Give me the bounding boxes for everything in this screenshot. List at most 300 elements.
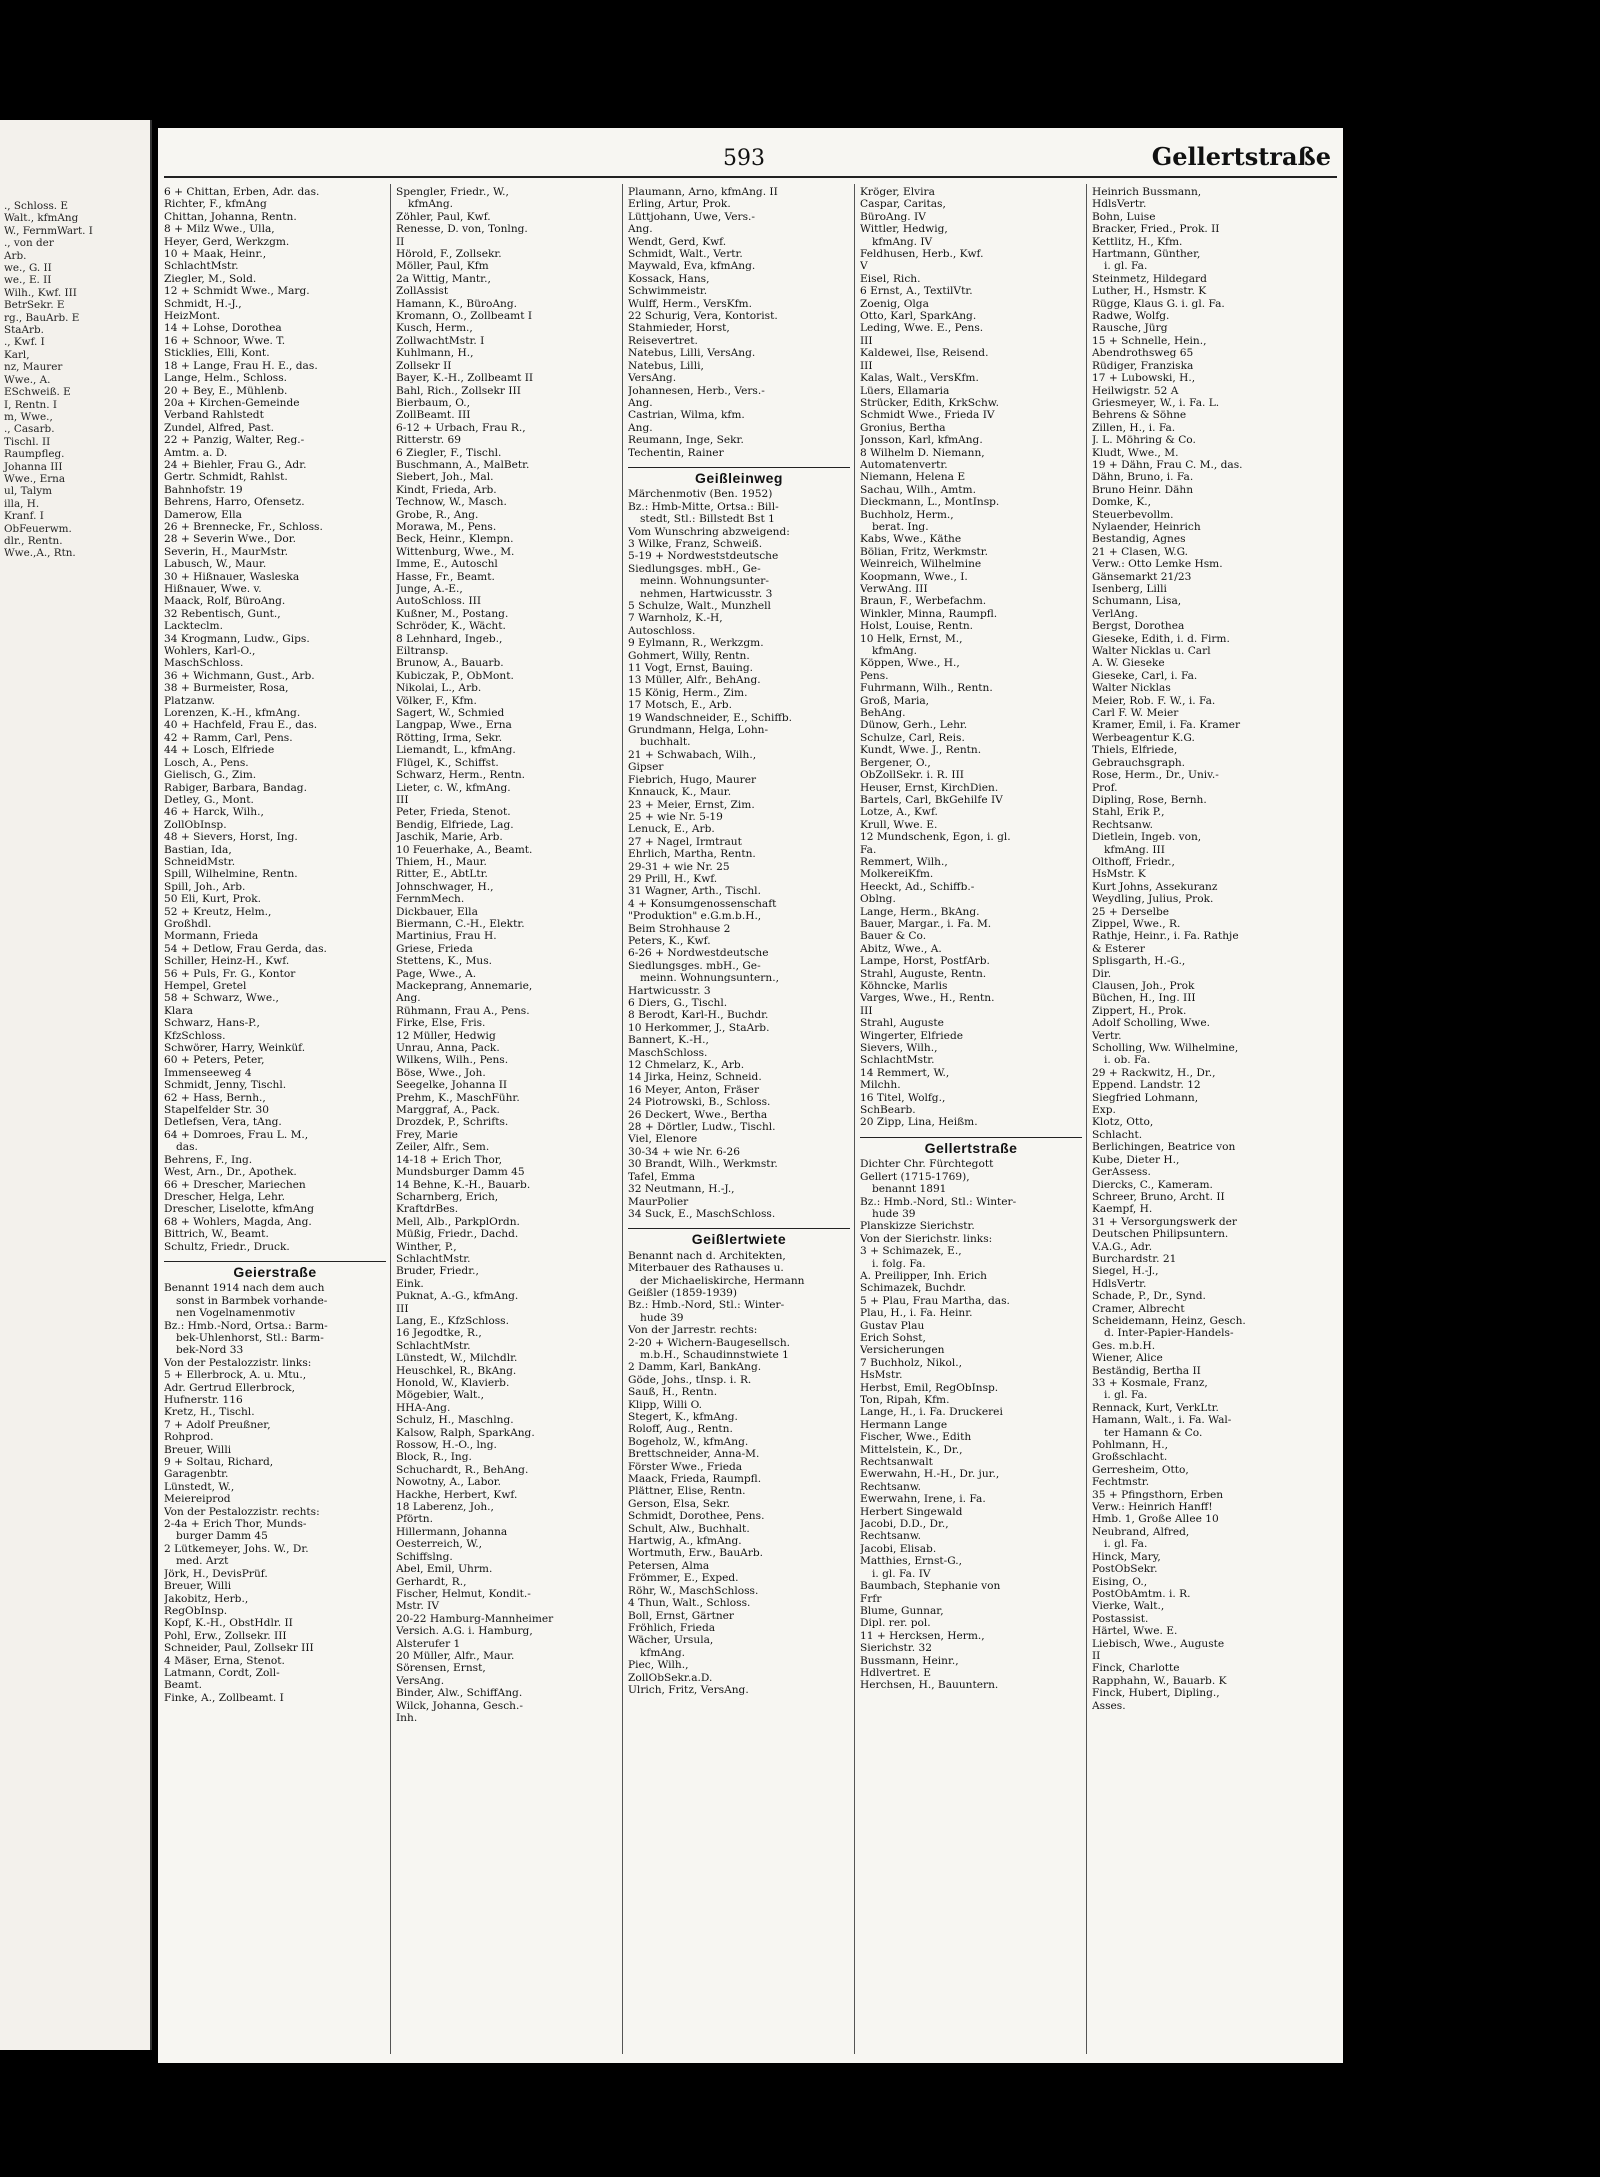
- directory-entry: Schreer, Bruno, Archt. II: [1092, 1190, 1225, 1203]
- directory-entry: Hartmann, Günther,: [1092, 248, 1201, 261]
- directory-entry: Lange, Herm., BkAng.: [860, 905, 980, 918]
- directory-entry: Gerhardt, R.,: [396, 1575, 467, 1588]
- directory-entry: 31 + Versorgungswerk der: [1092, 1215, 1237, 1228]
- directory-entry: Wiener, Alice: [1092, 1352, 1163, 1365]
- directory-entry: Cramer, Albrecht: [1092, 1302, 1185, 1315]
- directory-entry: 10 + Maak, Heinr.,: [164, 248, 267, 261]
- directory-entry: Vom Wunschring abzweigend:: [628, 525, 790, 538]
- directory-entry: 6 Ziegler, F., Tischl.: [396, 446, 502, 459]
- directory-entry: Inh.: [396, 1711, 418, 1724]
- directory-entry: Bannert, K.-H.,: [628, 1034, 709, 1047]
- directory-entry: 8 Berodt, Karl-H., Buchdr.: [628, 1009, 769, 1022]
- directory-entry: Plaumann, Arno, kfmAng. II: [628, 186, 778, 198]
- directory-entry: Berlichingen, Beatrice von: [1092, 1141, 1236, 1154]
- directory-entry: Eiltransp.: [396, 645, 449, 658]
- directory-entry: Severin, H., MaurMstr.: [164, 545, 288, 558]
- directory-entry: Kundt, Wwe. J., Rentn.: [860, 744, 982, 757]
- directory-entry: Firke, Else, Fris.: [396, 1017, 486, 1030]
- directory-entry: Meier, Rob. F. W., i. Fa.: [1092, 694, 1216, 707]
- directory-entry: Winkler, Minna, Raumpfl.: [860, 607, 998, 620]
- directory-entry: Biermann, C.-H., Elektr.: [396, 917, 525, 930]
- directory-entry: Otto, Karl, SparkAng.: [860, 310, 977, 323]
- directory-entry: MaurPolier: [628, 1195, 689, 1208]
- directory-entry: Pens.: [860, 669, 889, 682]
- directory-entry: Spill, Wilhelmine, Rentn.: [164, 868, 298, 881]
- directory-entry: Zundel, Alfred, Past.: [164, 421, 275, 434]
- directory-entry: Zollsekr II: [396, 359, 452, 372]
- directory-entry: Dünow, Gerh., Lehr.: [860, 719, 968, 732]
- directory-entry: 9 Eylmann, R., Werkzgm.: [628, 637, 764, 650]
- directory-entry: Großhdl.: [164, 917, 212, 930]
- directory-entry: 22 + Panzig, Walter, Reg.-: [164, 434, 305, 447]
- directory-entry: Lieter, c. W., kfmAng.: [396, 781, 511, 794]
- directory-entry: 6 Ernst, A., TextilVtr.: [860, 285, 973, 298]
- directory-entry: 7 + Adolf Preußner,: [164, 1418, 271, 1431]
- column-1: [164, 186, 386, 2061]
- directory-entry: Gohmert, Willy, Rentn.: [628, 649, 750, 662]
- directory-entry: i. gl. Fa.: [1104, 260, 1148, 273]
- directory-entry: Mögebier, Walt.,: [396, 1389, 485, 1402]
- directory-entry: Maack, Rolf, BüroAng.: [164, 595, 286, 608]
- directory-entry: Roloff, Aug., Rentn.: [628, 1423, 733, 1436]
- directory-entry: Griese, Frieda: [396, 942, 473, 955]
- directory-entry: Jacobi, Elisab.: [860, 1542, 937, 1555]
- directory-entry: Nowotny, A., Labor.: [396, 1476, 502, 1489]
- directory-entry: 2-4a + Erich Thor, Munds-: [164, 1518, 307, 1531]
- directory-entry: Planskizze Sierichstr.: [860, 1220, 975, 1233]
- left-page-line: Tischl. II: [4, 435, 51, 448]
- directory-entry: Stegert, K., kfmAng.: [628, 1411, 738, 1423]
- directory-entry: 15 + Schnelle, Hein.,: [1092, 334, 1207, 347]
- directory-entry: Völker, F., Kfm.: [396, 694, 477, 707]
- directory-entry: Liemandt, L., kfmAng.: [396, 744, 516, 757]
- directory-entry: Kromann, O., Zollbeamt I: [396, 310, 533, 323]
- directory-entry: 60 + Peters, Peter,: [164, 1054, 265, 1067]
- directory-entry: Zippert, H., Prok.: [1092, 1004, 1187, 1017]
- directory-entry: Schulze, Carl, Reis.: [860, 731, 965, 744]
- directory-entry: Abitz, Wwe., A.: [860, 942, 942, 955]
- directory-entry: Damerow, Ella: [164, 508, 242, 521]
- directory-entry: kfmAng. IV: [872, 235, 933, 248]
- directory-entry: Techentin, Rainer: [628, 446, 724, 459]
- directory-entry: Detlefsen, Vera, tAng.: [164, 1116, 282, 1129]
- directory-entry: Martinius, Frau H.: [396, 930, 497, 943]
- directory-entry: Bierbaum, O.,: [396, 396, 471, 409]
- left-page-line: ., von der: [4, 237, 54, 250]
- directory-entry: Zoenig, Olga: [860, 297, 929, 310]
- directory-entry: Jaschik, Marie, Arb.: [396, 831, 503, 844]
- directory-entry: Imme, E., Autoschl: [396, 558, 498, 571]
- directory-entry: ZollObInsp.: [164, 818, 227, 831]
- directory-entry: Vierke, Walt.,: [1092, 1600, 1165, 1613]
- directory-entry: SchlachtMstr.: [396, 1252, 471, 1265]
- directory-entry: Bendig, Elfriede, Lag.: [396, 818, 514, 831]
- directory-entry: 22 Schurig, Vera, Kontorist.: [628, 310, 778, 323]
- directory-entry: m.b.H., Schaudinnstwiete 1: [640, 1348, 789, 1361]
- directory-entry: 52 + Kreutz, Helm.,: [164, 905, 272, 918]
- directory-entry: Clausen, Joh., Prok: [1092, 980, 1195, 992]
- directory-entry: Bauer, Margar., i. Fa. M.: [860, 917, 992, 930]
- directory-entry: HHA-Ang.: [396, 1401, 451, 1414]
- directory-entry: Kossack, Hans,: [628, 272, 710, 285]
- directory-entry: Dietlein, Ingeb. von,: [1092, 831, 1202, 844]
- directory-entry: HdlsVertr.: [1092, 198, 1147, 211]
- directory-entry: V: [860, 260, 868, 273]
- directory-entry: 17 + Lubowski, H.,: [1092, 372, 1196, 385]
- directory-entry: 24 Piotrowski, B., Schloss.: [628, 1096, 771, 1109]
- directory-entry: Jacobi, D.D., Dr.,: [860, 1518, 949, 1531]
- directory-entry: Holst, Louise, Rentn.: [860, 620, 974, 633]
- directory-entry: Lampe, Horst, PostfArb.: [860, 955, 990, 968]
- directory-entry: PostObAmtm. i. R.: [1092, 1587, 1191, 1600]
- directory-entry: Beck, Heinr., Klempn.: [396, 533, 514, 546]
- directory-entry: 27 + Nagel, Irmtraut: [628, 835, 742, 848]
- directory-entry: 10 Herkommer, J., StaArb.: [628, 1021, 770, 1034]
- directory-entry: Natebus, Lilli,: [628, 359, 704, 372]
- directory-entry: Lünstedt, W., Milchdlr.: [396, 1352, 518, 1365]
- directory-entry: 7 Buchholz, Nikol.,: [860, 1356, 962, 1369]
- directory-page: [158, 128, 1343, 2063]
- directory-entry: 20 + Bey, E., Mühlenb.: [164, 384, 288, 397]
- directory-entry: med. Arzt: [176, 1555, 229, 1568]
- directory-entry: Wendt, Gerd, Kwf.: [628, 235, 727, 248]
- directory-entry: 50 Eli, Kurt, Prok.: [164, 893, 262, 906]
- directory-entry: Schade, P., Dr., Synd.: [1092, 1290, 1206, 1303]
- directory-entry: 29-31 + wie Nr. 25: [628, 860, 730, 873]
- directory-entry: Mittelstein, K., Dr.,: [860, 1443, 963, 1456]
- directory-entry: Gellert (1715-1769),: [860, 1170, 970, 1183]
- directory-entry: Pohl, Erw., Zollsekr. III: [164, 1629, 287, 1642]
- directory-entry: Olthoff, Friedr.,: [1092, 855, 1175, 868]
- directory-entry: 18 Laberenz, Joh.,: [396, 1501, 494, 1514]
- directory-entry: Kalsow, Ralph, SparkAng.: [396, 1426, 535, 1439]
- directory-entry: Göde, Johs., tInsp. i. R.: [628, 1373, 752, 1386]
- directory-entry: Ulrich, Fritz, VersAng.: [628, 1683, 749, 1696]
- directory-entry: Miterbauer des Rathauses u.: [628, 1262, 784, 1275]
- directory-entry: Kröger, Elvira: [860, 186, 935, 198]
- directory-entry: Ritterstr. 69: [396, 434, 462, 447]
- directory-entry: Schumann, Lisa,: [1092, 595, 1182, 608]
- directory-entry: bek-Uhlenhorst, Stl.: Barm-: [176, 1331, 324, 1344]
- directory-entry: Beständig, Bertha II: [1092, 1364, 1201, 1377]
- directory-entry: BehAng.: [860, 707, 906, 720]
- directory-entry: 21 + Schwabach, Wilh.,: [628, 748, 757, 761]
- directory-entry: Schmidt, H.-J.,: [164, 297, 242, 310]
- directory-entry: Kube, Dieter H.,: [1092, 1153, 1180, 1166]
- directory-entry: 20 Zipp, Lina, Heißm.: [860, 1116, 978, 1129]
- directory-entry: Braun, F., Werbefachm.: [860, 595, 987, 608]
- directory-entry: BüroAng. IV: [860, 210, 926, 223]
- directory-entry: 16 Meyer, Anton, Fräser: [628, 1083, 760, 1096]
- directory-entry: Röhr, W., MaschSchloss.: [628, 1584, 759, 1597]
- left-page-line: Wwe., Erna: [4, 472, 66, 485]
- directory-entry: Hillermann, Johanna: [396, 1525, 508, 1538]
- directory-entry: MaschSchloss.: [164, 657, 244, 670]
- directory-entry: Gerson, Elsa, Sekr.: [628, 1497, 730, 1510]
- directory-entry: Losch, A., Pens.: [164, 756, 249, 769]
- directory-entry: Benannt 1914 nach dem auch: [164, 1282, 325, 1295]
- directory-entry: Finck, Charlotte: [1092, 1662, 1180, 1675]
- directory-entry: 3 Wilke, Franz, Schweiß.: [628, 537, 763, 550]
- directory-entry: 8 + Milz Wwe., Ulla,: [164, 223, 275, 236]
- directory-entry: 44 + Losch, Elfriede: [164, 744, 275, 757]
- directory-entry: Kusch, Herm.,: [396, 322, 473, 335]
- directory-entry: Verband Rahlstedt: [164, 409, 264, 422]
- directory-entry: Plau, H., i. Fa. Heinr.: [860, 1307, 973, 1320]
- directory-entry: 38 + Burmeister, Rosa,: [164, 682, 289, 695]
- directory-entry: VersAng.: [396, 1674, 445, 1687]
- directory-entry: Asses.: [1092, 1699, 1126, 1712]
- directory-entry: Klara: [164, 1004, 193, 1017]
- directory-entry: Weinreich, Wilhelmine: [860, 558, 982, 571]
- directory-entry: Kettlitz, H., Kfm.: [1092, 235, 1183, 248]
- column-divider: [854, 184, 855, 2054]
- directory-entry: 2 Lütkemeyer, Johs. W., Dr.: [164, 1542, 309, 1555]
- left-page-text: [4, 200, 93, 560]
- directory-entry: Gebrauchsgraph.: [1092, 756, 1186, 769]
- directory-entry: Stettens, K., Mus.: [396, 955, 493, 968]
- directory-entry: Binder, Alw., SchiffAng.: [396, 1687, 523, 1700]
- directory-entry: 25 + Derselbe: [1092, 905, 1170, 918]
- directory-entry: Schmidt, Dorothee, Pens.: [628, 1510, 765, 1523]
- directory-entry: Weydling, Julius, Prok.: [1092, 893, 1214, 906]
- directory-entry: 5 + Plau, Frau Martha, das.: [860, 1294, 1010, 1307]
- directory-entry: Caspar, Caritas,: [860, 198, 946, 211]
- directory-entry: Klipp, Willi O.: [628, 1398, 703, 1411]
- left-page-line: rg., BauArb. E: [4, 311, 80, 324]
- directory-entry: AutoSchloss. III: [396, 595, 482, 608]
- directory-entry: RegObInsp.: [164, 1604, 228, 1617]
- directory-entry: Büchen, H., Ing. III: [1092, 992, 1196, 1005]
- directory-entry: 29 Prill, H., Kwf.: [628, 872, 718, 885]
- left-page-line: BetrSekr. E: [4, 299, 65, 312]
- directory-entry: Labusch, W., Maur.: [164, 558, 267, 571]
- directory-entry: Piec, Wilh.,: [628, 1659, 689, 1672]
- directory-entry: Wächer, Ursula,: [628, 1634, 714, 1647]
- directory-entry: Ewerwahn, H.-H., Dr. jur.,: [860, 1468, 1000, 1481]
- directory-entry: 21 + Clasen, W.G.: [1092, 545, 1189, 558]
- directory-entry: Rathje, Heinr., i. Fa. Rathje: [1092, 930, 1239, 943]
- directory-entry: Bahl, Rich., Zollsekr III: [396, 384, 521, 397]
- directory-entry: 4 Mäser, Erna, Stenot.: [164, 1654, 285, 1667]
- directory-entry: Abel, Emil, Uhrm.: [396, 1563, 493, 1576]
- column-5: [1092, 186, 1336, 2061]
- directory-entry: Garagenbtr.: [164, 1468, 229, 1481]
- directory-entry: Gipser: [628, 761, 664, 774]
- header-rule: [164, 176, 1337, 178]
- directory-entry: A. W. Gieseke: [1092, 657, 1165, 670]
- directory-entry: Mstr. IV: [396, 1600, 440, 1613]
- directory-entry: Schultz, Friedr., Druck.: [164, 1240, 290, 1253]
- directory-entry: Hmb. 1, Große Allee 10: [1092, 1513, 1219, 1526]
- directory-entry: Zeiler, Alfr., Sem.: [396, 1141, 490, 1154]
- column-4: [860, 186, 1082, 2061]
- left-page-line: Arb.: [4, 249, 27, 262]
- directory-entry: Technow, W., Masch.: [396, 496, 507, 509]
- directory-entry: Frey, Marie: [396, 1128, 458, 1141]
- directory-entry: Eisel, Rich.: [860, 272, 921, 285]
- directory-entry: Ehrlich, Martha, Rentn.: [628, 848, 756, 861]
- directory-entry: Bestandig, Agnes: [1092, 533, 1186, 546]
- left-page-line: Walt., kfmAng: [4, 212, 79, 225]
- directory-entry: Matthies, Ernst-G.,: [860, 1555, 963, 1568]
- directory-entry: Morawa, M., Pens.: [396, 520, 497, 533]
- directory-entry: Prehm, K., MaschFühr.: [396, 1091, 520, 1104]
- directory-entry: Dipling, Rose, Bernh.: [1092, 793, 1207, 806]
- directory-entry: Gieseke, Edith, i. d. Firm.: [1092, 632, 1230, 645]
- directory-entry: Frfr: [860, 1592, 882, 1605]
- directory-entry: Automatenvertr.: [860, 458, 948, 471]
- directory-entry: 16 Titel, Wolfg.,: [860, 1091, 946, 1104]
- directory-entry: Wilck, Johanna, Gesch.-: [396, 1699, 523, 1712]
- directory-entry: Lackteclm.: [164, 620, 223, 633]
- page-number: 593: [723, 146, 765, 171]
- directory-entry: Honold, W., Klavierb.: [396, 1377, 510, 1389]
- directory-entry: Radwe, Wolfg.: [1092, 310, 1170, 323]
- directory-entry: MaschSchloss.: [628, 1046, 708, 1059]
- directory-entry: Bogeholz, W., kfmAng.: [628, 1435, 749, 1448]
- directory-entry: Rohprod.: [164, 1431, 214, 1444]
- directory-entry: Finke, A., Zollbeamt. I: [164, 1691, 284, 1704]
- directory-entry: ObZollSekr. i. R. III: [860, 769, 964, 782]
- directory-entry: SchlachtMstr.: [860, 1054, 935, 1067]
- directory-entry: Heeckt, Ad., Schiffb.-: [860, 880, 975, 893]
- directory-entry: Block, R., Ing.: [396, 1451, 472, 1464]
- directory-entry: Krull, Wwe. E.: [860, 818, 938, 831]
- directory-entry: Beamt.: [164, 1679, 203, 1692]
- directory-entry: 8 Wilhelm D. Niemann,: [860, 446, 985, 459]
- directory-entry: Kußner, M., Postang.: [396, 607, 509, 620]
- left-page-line: Johanna III: [4, 460, 63, 473]
- directory-entry: Nikolai, L., Arb.: [396, 682, 482, 695]
- directory-entry: Bz.: Hmb.-Nord, Ortsa.: Barm-: [164, 1319, 328, 1332]
- directory-entry: 6 + Chittan, Erben, Adr. das.: [164, 186, 320, 198]
- directory-entry: 12 + Schmidt Wwe., Marg.: [164, 285, 310, 298]
- street-heading: Geißleinweg: [628, 467, 850, 484]
- directory-entry: 64 + Domroes, Frau L. M.,: [164, 1128, 309, 1141]
- column-divider: [1086, 184, 1087, 2054]
- directory-entry: Fuhrmann, Wilh., Rentn.: [860, 682, 993, 695]
- directory-entry: Schmidt, Jenny, Tischl.: [164, 1079, 287, 1092]
- left-page-line: W., FernmWart. I: [4, 224, 93, 237]
- directory-entry: 19 + Dähn, Frau C. M., das.: [1092, 458, 1243, 471]
- directory-entry: Hißnauer, Wwe. v.: [164, 583, 262, 595]
- directory-entry: Ang.: [628, 223, 653, 236]
- directory-entry: 29 + Rackwitz, H., Dr.,: [1092, 1066, 1216, 1079]
- directory-entry: Johnschwager, H.,: [396, 880, 494, 893]
- directory-entry: Griesmeyer, W., i. Fa. L.: [1092, 396, 1220, 409]
- directory-entry: Leding, Wwe. E., Pens.: [860, 322, 984, 335]
- directory-entry: 4 Thun, Walt., Schloss.: [628, 1597, 751, 1610]
- directory-entry: Kopf, K.-H., ObstHdlr. II: [164, 1617, 293, 1630]
- left-page-line: ., Casarb.: [4, 423, 55, 436]
- directory-entry: i. ob. Fa.: [1104, 1054, 1151, 1067]
- directory-entry: Ewerwahn, Irene, i. Fa.: [860, 1493, 986, 1506]
- directory-entry: Schwimmeistr.: [628, 285, 708, 298]
- directory-entry: Langpap, Wwe., Erna: [396, 719, 512, 732]
- directory-entry: Prof.: [1092, 781, 1118, 794]
- directory-entry: Herchsen, H., Bauuntern.: [860, 1679, 999, 1692]
- directory-entry: Mormann, Frieda: [164, 930, 259, 943]
- directory-entry: Lüers, Ellamaria: [860, 384, 950, 397]
- left-page-line: ESchweiß. E: [4, 386, 71, 399]
- directory-entry: KfzSchloss.: [164, 1029, 226, 1042]
- directory-entry: Thiels, Elfriede,: [1092, 744, 1178, 757]
- directory-entry: 36 + Wichmann, Gust., Arb.: [164, 669, 315, 682]
- directory-entry: Exp.: [1092, 1104, 1116, 1117]
- directory-entry: 5 + Ellerbrock, A. u. Mtu.,: [164, 1369, 307, 1382]
- directory-entry: Bruno Heinr. Dähn: [1092, 483, 1194, 496]
- directory-entry: Rapphahn, W., Bauarb. K: [1092, 1674, 1227, 1687]
- directory-entry: Jakobitz, Herb.,: [164, 1592, 249, 1605]
- directory-entry: Stapelfelder Str. 30: [164, 1104, 269, 1117]
- left-page-line: StaArb.: [4, 324, 44, 337]
- directory-entry: Böse, Wwe., Joh.: [396, 1066, 486, 1079]
- directory-entry: ZollAssist: [396, 285, 449, 298]
- directory-entry: Behrens, F., Ing.: [164, 1153, 253, 1166]
- directory-entry: III: [396, 1302, 409, 1315]
- directory-entry: Schiffslng.: [396, 1550, 453, 1563]
- directory-entry: Knnauck, K., Maur.: [628, 786, 732, 799]
- directory-entry: 5-19 + Nordweststdeutsche: [628, 550, 779, 563]
- directory-entry: burger Damm 45: [176, 1530, 268, 1543]
- directory-entry: 26 Deckert, Wwe., Bertha: [628, 1108, 768, 1121]
- directory-entry: 10 Helk, Ernst, M.,: [860, 632, 963, 645]
- directory-entry: 54 + Detlow, Frau Gerda, das.: [164, 942, 327, 955]
- directory-entry: Dähn, Bruno, i. Fa.: [1092, 471, 1194, 484]
- directory-entry: Fröhlich, Frieda: [628, 1621, 716, 1634]
- directory-entry: 20-22 Hamburg-Mannheimer: [396, 1612, 554, 1625]
- directory-entry: Eising, O.,: [1092, 1575, 1148, 1588]
- directory-entry: 66 + Drescher, Mariechen: [164, 1178, 306, 1191]
- directory-entry: Wittler, Hedwig,: [860, 223, 948, 236]
- directory-entry: Breuer, Willi: [164, 1580, 232, 1593]
- directory-entry: Pförtn.: [396, 1513, 433, 1526]
- directory-entry: 19 Wandschneider, E., Schiffb.: [628, 711, 793, 724]
- directory-entry: Koopmann, Wwe., I.: [860, 570, 968, 583]
- directory-entry: Drescher, Liselotte, kfmAng: [164, 1203, 314, 1216]
- directory-entry: 28 + Dörtler, Ludw., Tischl.: [628, 1121, 776, 1134]
- directory-entry: Hermann Lange: [860, 1418, 948, 1431]
- directory-entry: der Michaeliskirche, Hermann: [640, 1274, 805, 1287]
- directory-entry: Bergener, O.,: [860, 756, 931, 769]
- directory-entry: 30-34 + wie Nr. 6-26: [628, 1145, 740, 1158]
- directory-entry: 11 + Hercksen, Herm.,: [860, 1629, 985, 1642]
- directory-entry: Strahl, Auguste: [860, 1017, 944, 1030]
- directory-entry: Detley, G., Mont.: [164, 793, 254, 806]
- directory-entry: 11 Vogt, Ernst, Bauing.: [628, 662, 754, 675]
- directory-entry: Hamann, K., BüroAng.: [396, 297, 517, 310]
- directory-entry: Fechtmstr.: [1092, 1476, 1150, 1489]
- directory-entry: Siegel, H.-J.,: [1092, 1265, 1159, 1278]
- directory-entry: Puknat, A.-G., kfmAng.: [396, 1290, 519, 1303]
- directory-entry: Bz.: Hmb-Mitte, Ortsa.: Bill-: [628, 500, 779, 513]
- directory-entry: Abendrothsweg 65: [1092, 347, 1194, 360]
- column-2: [396, 186, 618, 2061]
- directory-entry: Autoschloss.: [628, 624, 696, 637]
- directory-entry: Lange, H., i. Fa. Druckerei: [860, 1406, 1003, 1419]
- directory-entry: 5 Schulze, Walt., Munzhell: [628, 600, 771, 612]
- directory-entry: 25 + wie Nr. 5-19: [628, 810, 723, 823]
- directory-entry: Härtel, Wwe. E.: [1092, 1625, 1178, 1638]
- directory-entry: i. gl. Fa.: [1104, 1538, 1148, 1551]
- directory-entry: 23 + Meier, Ernst, Zim.: [628, 798, 755, 811]
- directory-entry: 6-26 + Nordwestdeutsche: [628, 947, 769, 960]
- directory-entry: Scholling, Ww. Wilhelmine,: [1092, 1042, 1239, 1055]
- directory-entry: 33 + Kosmale, Franz,: [1092, 1377, 1208, 1389]
- directory-entry: Hörold, F., Zollsekr.: [396, 248, 502, 261]
- directory-entry: Sagert, W., Schmied: [396, 707, 505, 720]
